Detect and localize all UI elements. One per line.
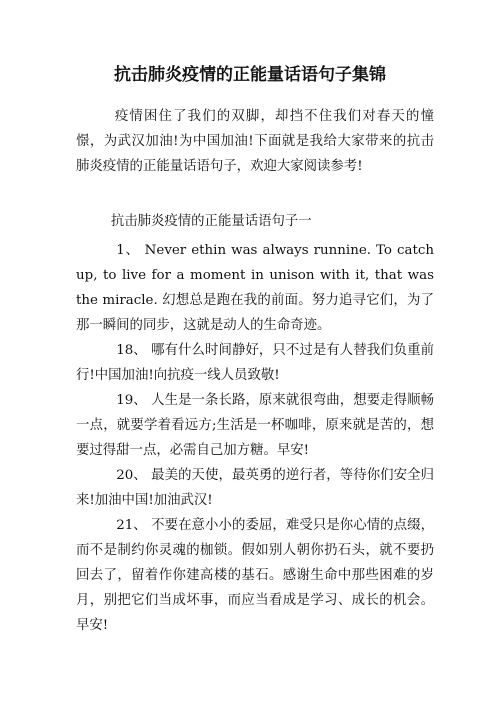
- quote-paragraph-20: 20、 最美的天使，最英勇的逆行者，等待你们安全归来!加油中国!加油武汉!: [76, 468, 434, 508]
- quote-paragraph-21: 21、 不要在意小小的委屈，难受只是你心情的点缀，而不是制约你灵魂的枷锁。假如别人朝你扔石头，就不要扔回去了，留着作你建高楼的基石。感谢生命中那些困难的岁月，别把它们当成坏事，而应当看成是学习、成长的机会。早安!: [76, 518, 434, 633]
- intro-paragraph: 疫情困住了我们的双脚，却挡不住我们对春天的憧憬，为武汉加油!为中国加油!下面就是我给大家带来的抗击肺炎疫情的正能量话语句子，欢迎大家阅读参考!: [76, 109, 434, 174]
- quote-paragraph-19: 19、 人生是一条长路，原来就很弯曲，想要走得顺畅一点，就要学着看远方;生活是一杯咖啡，原来就是苦的，想要过得甜一点，必需自己加方糖。早安!: [76, 393, 434, 458]
- section-heading: 抗击肺炎疫情的正能量话语句子一: [110, 214, 312, 229]
- quote-paragraph-1: 1、 Never ethin was always runnine. To catch up, to live for a moment in unison with it, that was the miracle. 幻想总是跑在我的前面。努力追寻它们，为了那一瞬间的同步，这就是动人的生命奇迹。: [76, 243, 434, 333]
- quote-paragraph-18: 18、 哪有什么时间静好，只不过是有人替我们负重前行!中国加油!向抗疫一线人员致敬!: [76, 343, 434, 383]
- document-title: 抗击肺炎疫情的正能量话语句子集锦: [114, 65, 386, 85]
